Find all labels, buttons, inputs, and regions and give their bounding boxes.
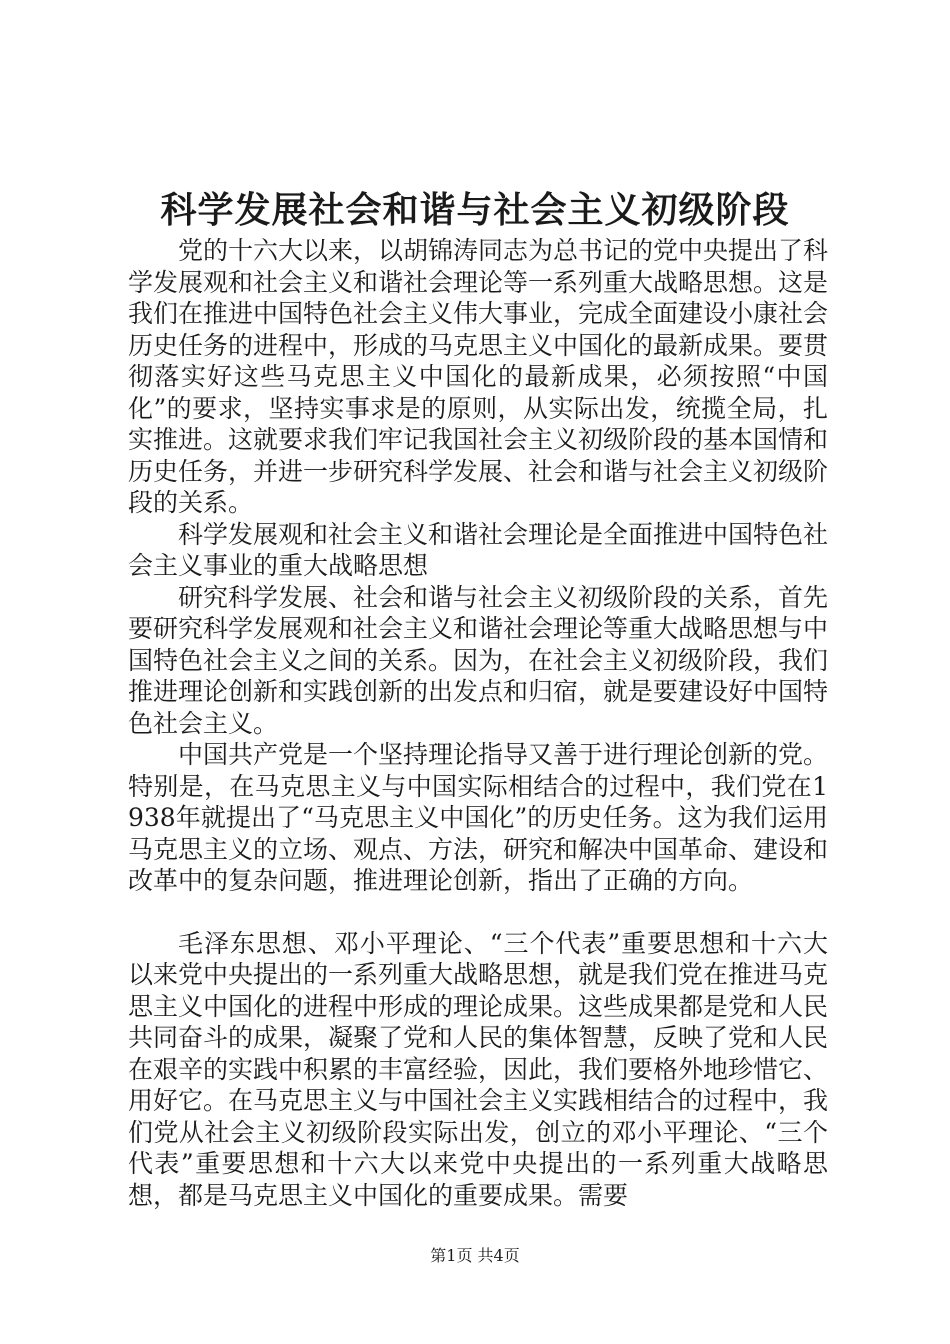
page-footer: 第1页 共4页 [430, 1246, 520, 1265]
paragraph-intro: 党的十六大以来，以胡锦涛同志为总书记的党中央提出了科学发展观和社会主义和谐社会理论等一系列重大战略思想。这是我们在推进中国特色社会主义伟大事业，完成全面建设小康社会历史任务的进程中，形成的马克思主义中国化的最新成果。要贯彻落实好这些马克思主义中国化的最新成果，必须按照“中国化”的要求，坚持实事求是的原则，从实际出发，统揽全局，扎实推进。这就要求我们牢记我国社会主义初级阶段的基本国情和历史任务，并进一步研究科学发展、社会和谐与社会主义初级阶段的关系。 [128, 236, 829, 517]
paragraph-section-heading: 科学发展观和社会主义和谐社会理论是全面推进中国特色社会主义事业的重大战略思想 [128, 519, 829, 580]
document-body [128, 235, 828, 1211]
paragraph-relationship: 研究科学发展、社会和谐与社会主义初级阶段的关系，首先要研究科学发展观和社会主义和谐社会理论等重大战略思想与中国特色社会主义之间的关系。因为，在社会主义初级阶段，我们推进理论创新和实践创新的出发点和归宿，就是要建设好中国特色社会主义。 [128, 582, 829, 738]
paragraph-theoretical-achievements: 毛泽东思想、邓小平理论、“三个代表”重要思想和十六大以来党中央提出的一系列重大战略思想，就是我们党在推进马克思主义中国化的进程中形成的理论成果。这些成果都是党和人民共同奋斗的成果，凝聚了党和人民的集体智慧，反映了党和人民在艰辛的实践中积累的丰富经验，因此，我们要格外地珍惜它、用好它。在马克思主义与中国社会主义实践相结合的过程中，我们党从社会主义初级阶段实际出发，创立的邓小平理论、“三个代表”重要思想和十六大以来党中央提出的一系列重大战略思想，都是马克思主义中国化的重要成果。需要 [128, 928, 829, 1210]
paragraph-party-theory: 中国共产党是一个坚持理论指导又善于进行理论创新的党。特别是，在马克思主义与中国实际相结合的过程中，我们党在1938年就提出了“马克思主义中国化”的历史任务。这为我们运用马克思主义的立场、观点、方法，研究和解决中国革命、建设和改革中的复杂问题，推进理论创新，指出了正确的方向。 [128, 740, 829, 895]
document-title: 科学发展社会和谐与社会主义初级阶段 [160, 189, 790, 231]
